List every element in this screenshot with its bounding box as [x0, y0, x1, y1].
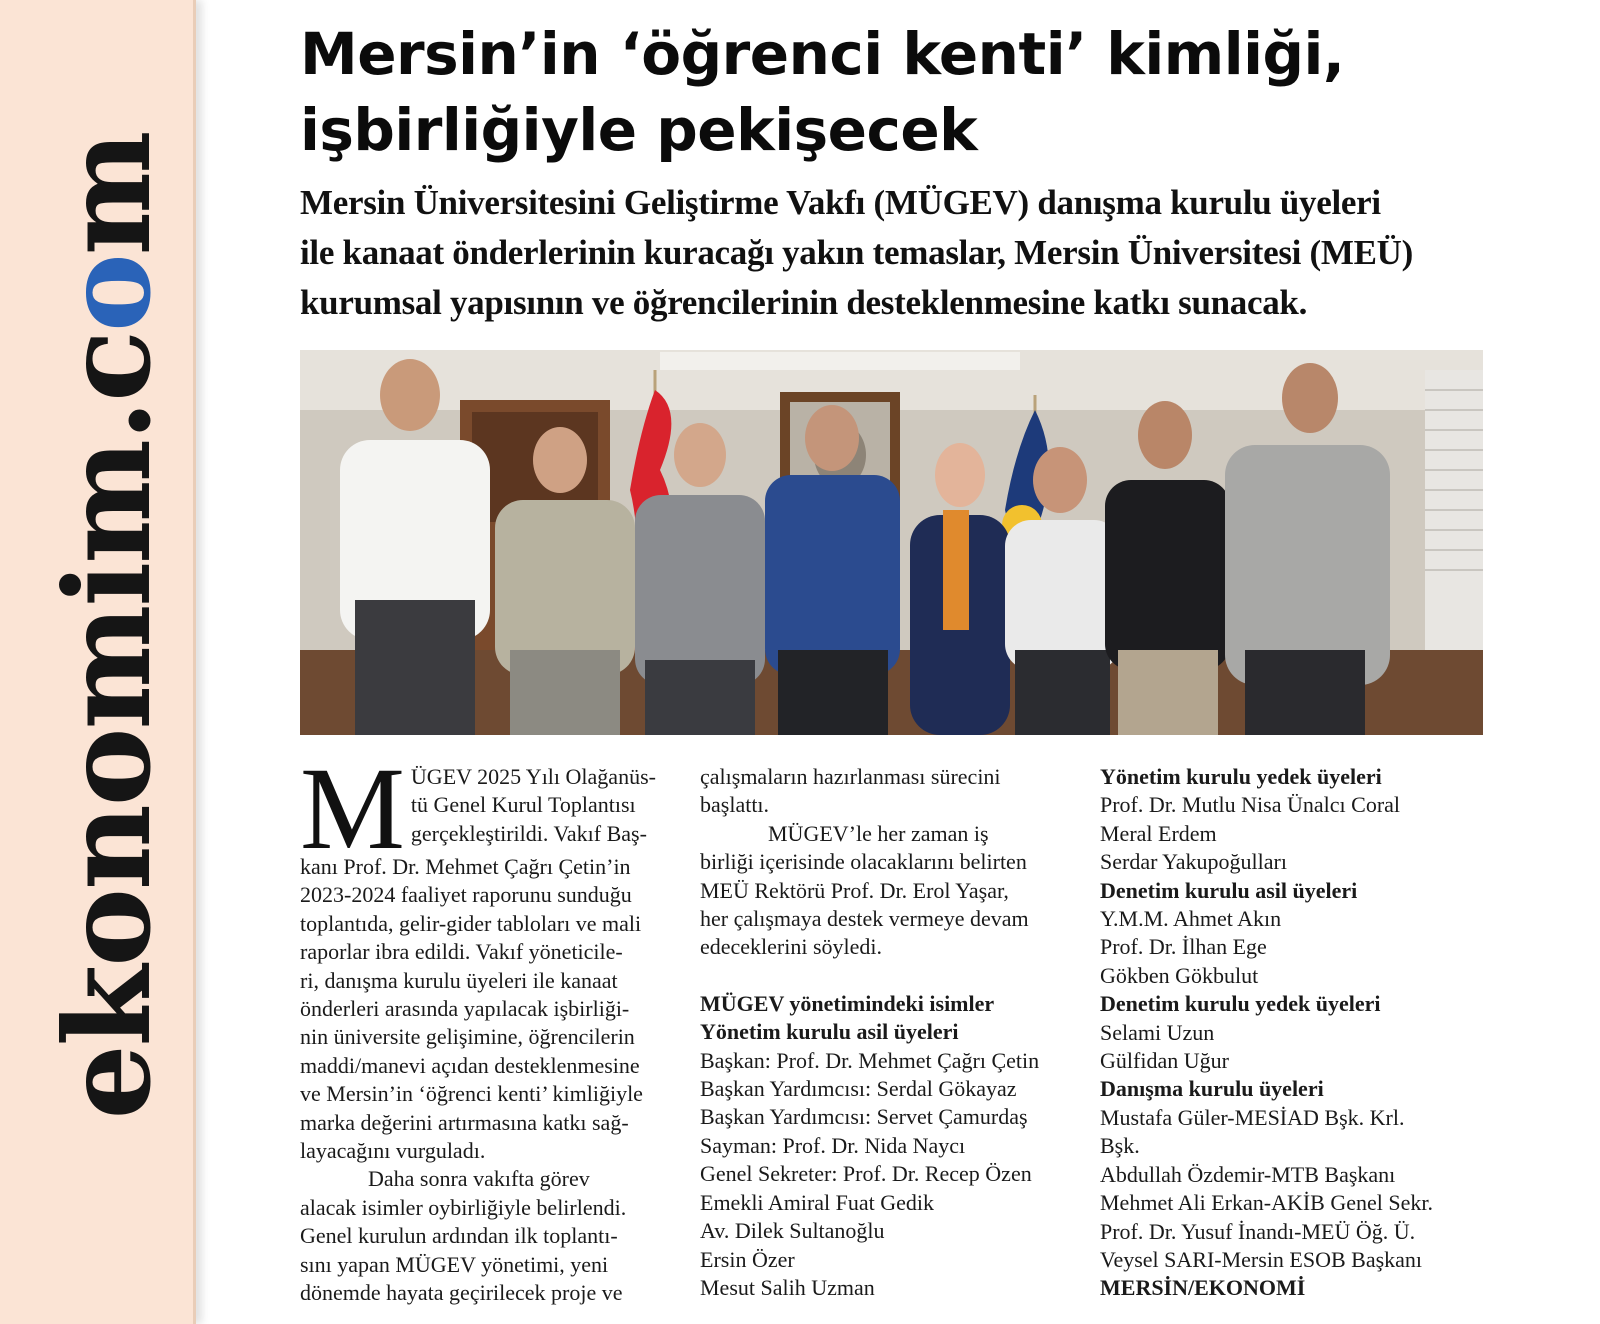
- member-line: Prof. Dr. Mutlu Nisa Ünalcı Coral: [1100, 792, 1401, 818]
- body-line: sını yapan MÜGEV yönetimi, yeni: [300, 1251, 609, 1277]
- body-line: birliği içerisinde olacaklarını belirten: [700, 849, 1027, 875]
- article-column-2: [700, 763, 1075, 1302]
- section-heading: MÜGEV yönetimindeki isimler: [700, 990, 995, 1016]
- section-heading: Danışma kurulu üyeleri: [1100, 1076, 1324, 1102]
- body-line: kanı Prof. Dr. Mehmet Çağrı Çetin’in: [300, 854, 631, 879]
- deck-line: kurumsal yapısının ve öğrencilerinin desteklenmesine katkı sunacak.: [300, 283, 1308, 322]
- member-line: Mustafa Güler-MESİAD Bşk. Krl.: [1100, 1104, 1405, 1130]
- body-line: önderleri arasında yapılacak işbirliği-: [300, 996, 630, 1022]
- member-line: Genel Sekreter: Prof. Dr. Recep Özen: [700, 1161, 1032, 1187]
- body-line: alacak isimler oybirliğiyle belirlendi.: [300, 1194, 627, 1220]
- member-line: Meral Erdem: [1100, 820, 1217, 846]
- body-line: raporlar ibra edildi. Vakıf yöneticile-: [300, 939, 623, 965]
- byline: MERSİN/EKONOMİ: [1100, 1275, 1306, 1301]
- section-heading: Yönetim kurulu asil üyeleri: [700, 1019, 959, 1045]
- body-line: her çalışmaya destek vermeye devam: [700, 906, 1029, 932]
- deck-subheadline: [300, 178, 1480, 328]
- body-line: toplantıda, gelir-gider tabloları ve mali: [300, 910, 642, 936]
- member-line: Veysel SARI-Mersin ESOB Başkanı: [1100, 1246, 1423, 1272]
- headline-line: Mersin’in ‘öğrenci kenti’ kimliği,: [300, 20, 1345, 88]
- member-line: Sayman: Prof. Dr. Nida Naycı: [700, 1132, 966, 1158]
- body-line: maddi/manevi açıdan desteklenmesine: [300, 1052, 640, 1078]
- body-line: çalışmaların hazırlanması sürecini: [700, 764, 1001, 789]
- member-line: Mehmet Ali Erkan-AKİB Genel Sekr.: [1100, 1190, 1433, 1216]
- member-line: Prof. Dr. İlhan Ege: [1100, 934, 1267, 960]
- body-line: gerçekleştirildi. Vakıf Baş-: [410, 820, 647, 846]
- member-line: Gökben Gökbulut: [1100, 962, 1259, 988]
- member-line: Bşk.: [1100, 1133, 1140, 1159]
- headline: [300, 16, 1500, 168]
- section-heading: Denetim kurulu yedek üyeleri: [1100, 991, 1381, 1017]
- body-line: layacağını vurguladı.: [300, 1138, 486, 1164]
- masthead-logo-part2: m: [38, 132, 177, 256]
- masthead-logo-text: [38, 132, 177, 1120]
- body-line: Daha sonra vakıfta görev: [368, 1166, 590, 1192]
- group-photo: [300, 350, 1483, 735]
- dropcap-letter: M: [300, 743, 405, 874]
- headline-line: işbirliğiyle pekişecek: [300, 96, 978, 164]
- member-line: Prof. Dr. Yusuf İnandı-MEÜ Öğ. Ü.: [1100, 1218, 1416, 1244]
- body-line: ri, danışma kurulu üyeleri ile kanaat: [300, 967, 618, 993]
- member-line: Gülfidan Uğur: [1100, 1048, 1229, 1074]
- masthead-logo-part1: ekonomim.c: [38, 332, 177, 1120]
- paragraph-gap: [700, 962, 1075, 990]
- body-line: ve Mersin’in ‘öğrenci kenti’ kimliğiyle: [300, 1081, 643, 1107]
- deck-line: ile kanaat önderlerinin kuracağı yakın temaslar, Mersin Üniversitesi (MEÜ): [300, 233, 1413, 272]
- body-line: tü Genel Kurul Toplantısı: [410, 792, 636, 818]
- body-line: marka değerini artırmasına katkı sağ-: [300, 1109, 629, 1135]
- section-heading: Yönetim kurulu yedek üyeleri: [1100, 764, 1382, 789]
- body-line: MÜGEV’le her zaman iş: [768, 820, 989, 846]
- article-column-3: [1100, 763, 1500, 1303]
- member-line: Emekli Amiral Fuat Gedik: [700, 1189, 935, 1215]
- body-line: MEÜ Rektörü Prof. Dr. Erol Yaşar,: [700, 877, 1009, 903]
- body-line: Genel kurulun ardından ilk toplantı-: [300, 1223, 618, 1249]
- member-line: Serdar Yakupoğulları: [1100, 849, 1287, 875]
- member-line: Başkan Yardımcısı: Serdal Gökayaz: [700, 1076, 1017, 1102]
- member-line: Abdullah Özdemir-MTB Başkanı: [1100, 1161, 1396, 1187]
- masthead-logo-o-globe-icon: o: [38, 255, 177, 333]
- member-line: Başkan Yardımcısı: Servet Çamurdaş: [700, 1104, 1028, 1130]
- body-line: başlattı.: [700, 792, 770, 818]
- member-line: Av. Dilek Sultanoğlu: [700, 1218, 885, 1244]
- member-line: Y.M.M. Ahmet Akın: [1100, 906, 1282, 932]
- body-line: ÜGEV 2025 Yılı Olağanüs-: [410, 764, 656, 789]
- body-line: dönemde hayata geçirilecek proje ve: [300, 1280, 623, 1306]
- member-line: Mesut Salih Uzman: [700, 1274, 875, 1300]
- section-heading: Denetim kurulu asil üyeleri: [1100, 877, 1358, 903]
- member-line: Selami Uzun: [1100, 1019, 1215, 1045]
- member-line: Başkan: Prof. Dr. Mehmet Çağrı Çetin: [700, 1047, 1040, 1073]
- masthead-logo: [0, 0, 193, 1324]
- member-line: Ersin Özer: [700, 1246, 795, 1272]
- group-photo-icon: [300, 350, 1483, 735]
- body-line: 2023-2024 faaliyet raporunu sunduğu: [300, 882, 632, 908]
- article-column-1: [300, 743, 675, 1308]
- deck-line: Mersin Üniversitesini Geliştirme Vakfı (MÜGEV) danışma kurulu üyeleri: [300, 183, 1381, 222]
- body-line: nin üniversite gelişimine, öğrencilerin: [300, 1024, 635, 1050]
- body-line: edeceklerini söyledi.: [700, 934, 883, 960]
